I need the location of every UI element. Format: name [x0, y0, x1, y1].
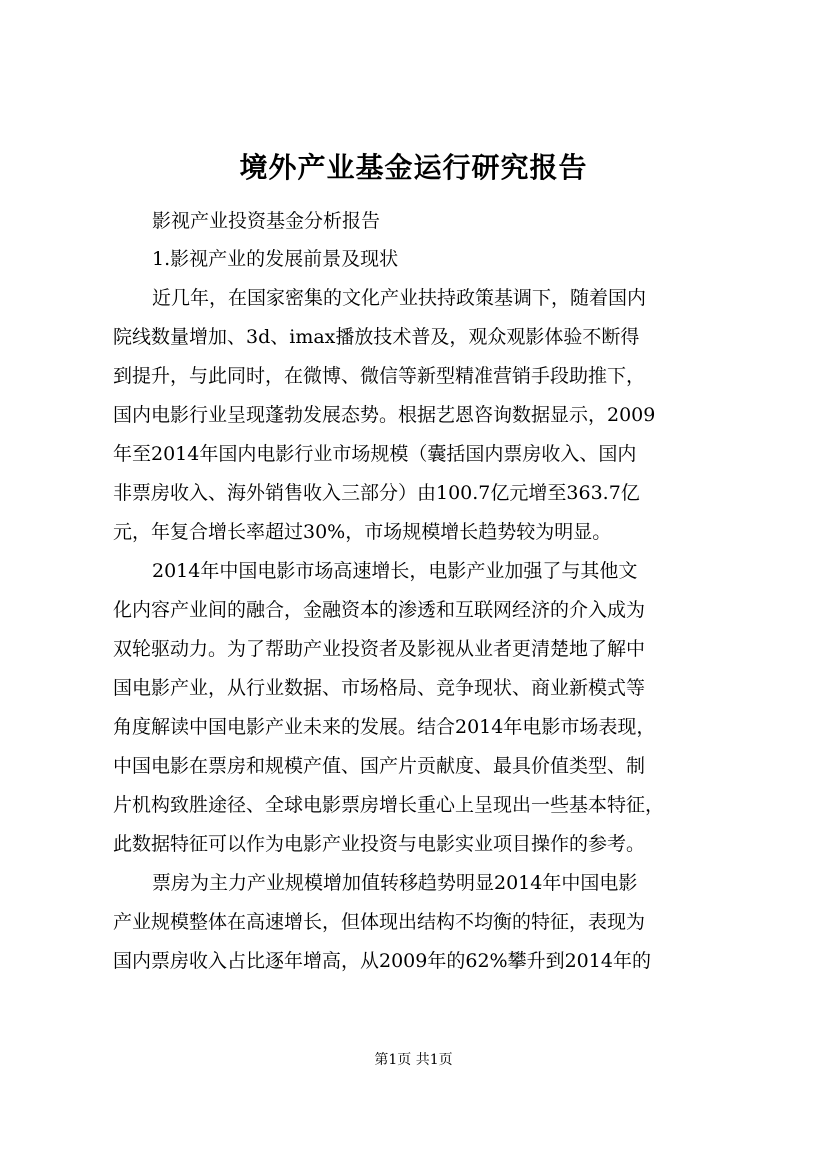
page-footer: 第1页 共1页	[374, 1052, 453, 1068]
paragraph-line: 片机构致胜途径、全球电影票房增长重心上呈现出一些基本特征，	[113, 794, 665, 816]
paragraph-line: 化内容产业间的融合，金融资本的渗透和互联网经济的介入成为	[113, 599, 646, 621]
paragraph-line: 此数据特征可以作为电影产业投资与电影实业项目操作的参考。	[113, 833, 646, 855]
paragraph-line: 元，年复合增长率超过30%，市场规模增长趋势较为明显。	[113, 521, 612, 543]
paragraph-line: 角度解读中国电影产业未来的发展。结合2014年电影市场表现，	[113, 716, 656, 738]
paragraph-line: 国电影产业，从行业数据、市场格局、竞争现状、商业新模式等	[113, 677, 646, 699]
paragraph-line: 产业规模整体在高速增长，但体现出结构不均衡的特征，表现为	[113, 911, 646, 933]
document-title: 境外产业基金运行研究报告	[239, 151, 588, 184]
paragraph-line: 年至2014年国内电影行业市场规模（囊括国内票房收入、国内	[113, 443, 637, 465]
paragraph-line: 到提升，与此同时，在微博、微信等新型精准营销手段助推下，	[113, 365, 646, 387]
paragraph-line: 双轮驱动力。为了帮助产业投资者及影视从业者更清楚地了解中	[113, 638, 646, 660]
paragraph-line: 院线数量增加、3d、imax播放技术普及，观众观影体验不断得	[113, 326, 640, 348]
paragraph-line: 非票房收入、海外销售收入三部分）由100.7亿元增至363.7亿	[113, 482, 640, 504]
paragraph-line: 国内票房收入占比逐年增高，从2009年的62%攀升到2014年的	[113, 950, 651, 972]
paragraph-line: 票房为主力产业规模增加值转移趋势明显2014年中国电影	[152, 872, 638, 894]
paragraph-line: 国内电影行业呈现蓬勃发展态势。根据艺恩咨询数据显示，2009	[113, 404, 656, 426]
section-heading: 1.影视产业的发展前景及现状	[152, 248, 399, 270]
paragraph-line: 近几年，在国家密集的文化产业扶持政策基调下，随着国内	[152, 287, 647, 309]
paragraph-line: 中国电影在票房和规模产值、国产片贡献度、最具价值类型、制	[113, 755, 646, 777]
document-subtitle: 影视产业投资基金分析报告	[152, 210, 381, 232]
paragraph-line: 2014年中国电影市场高速增长，电影产业加强了与其他文	[152, 560, 638, 582]
